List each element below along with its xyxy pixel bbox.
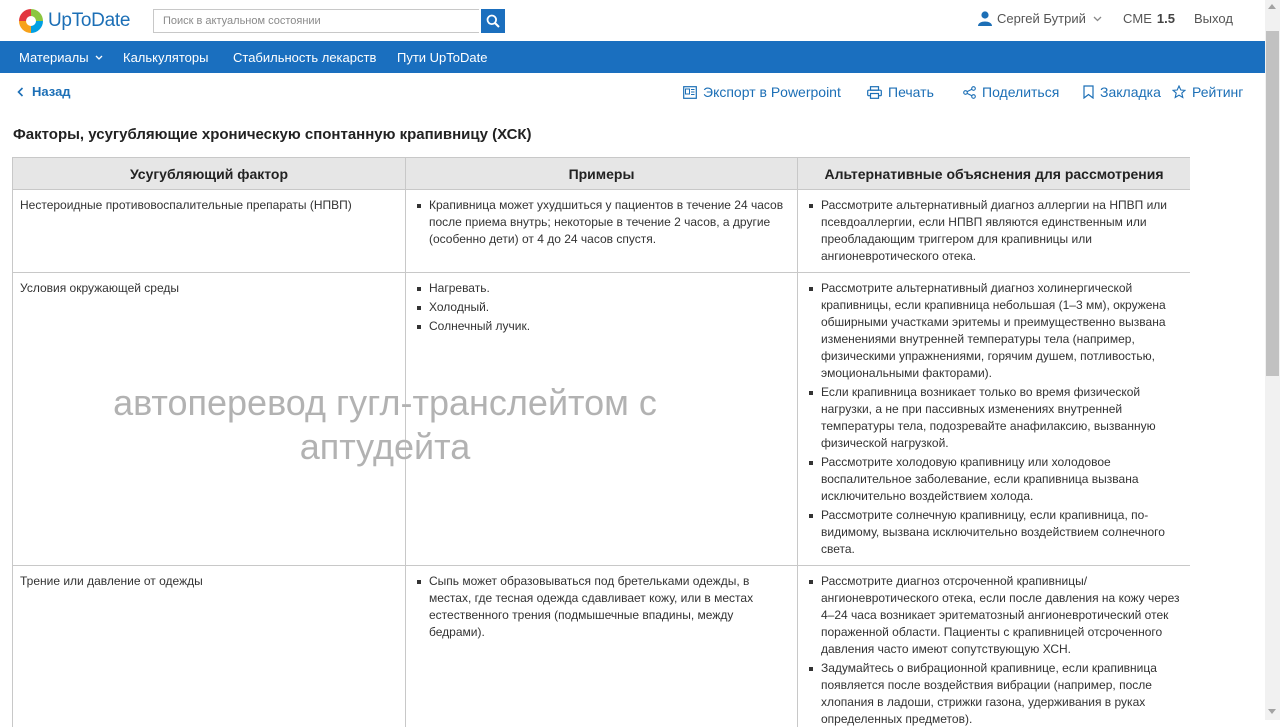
printer-icon — [867, 86, 882, 99]
chevron-down-icon — [95, 55, 103, 60]
table-row — [13, 190, 1191, 273]
cut-off-text-fragment — [14, 101, 354, 109]
share-icon — [963, 86, 976, 99]
share-label: Поделиться — [982, 84, 1059, 100]
list-item: Рассмотрите диагноз отсроченной крапивницы/ангионевротического отека, если после давления на кожу через 4–24 часа возникает эритематозный ангионевротический отек пораженной области. Пациенты с крапивницей отсроченного давления часто имеют сопутствующую ХСН. — [821, 573, 1183, 658]
print-label: Печать — [888, 84, 934, 100]
rating-label: Рейтинг — [1192, 84, 1243, 100]
column-header: Примеры — [406, 158, 798, 190]
star-icon — [1172, 85, 1186, 99]
bookmark-label: Закладка — [1100, 84, 1161, 100]
list-item: Холодный. — [429, 299, 790, 316]
alternatives-cell — [798, 190, 1191, 273]
back-label: Назад — [32, 84, 71, 99]
table-header-row — [13, 158, 1191, 190]
nav-item-materials[interactable] — [19, 50, 103, 65]
factor-cell: Трение или давление от одежды — [13, 566, 406, 727]
export-powerpoint-button[interactable] — [683, 84, 841, 100]
search-box — [153, 9, 505, 33]
list-item: Рассмотрите альтернативный диагноз холинергической крапивницы, если крапивница небольшая (1–3 мм), окружена обширными участками эритемы и преимущественно вызвана изменениями внутренней температуры тела (например, физическими упражнениями, горячим душем, потливостью, эмоциональными факторами). — [821, 280, 1183, 382]
list-item: Крапивница может ухудшиться у пациентов в течение 24 часов после приема внутрь; некоторые в течение 2 часов, а другие (особенно дети) от 4 до 24 часов спустя. — [429, 197, 790, 248]
nav-item-label: Материалы — [19, 50, 89, 65]
bookmark-button[interactable] — [1083, 84, 1161, 100]
nav-item-label: Пути UpToDate — [397, 50, 487, 65]
factors-table-container — [12, 157, 1190, 727]
column-header: Альтернативные объяснения для рассмотрения — [798, 158, 1191, 190]
list-item: Рассмотрите альтернативный диагноз аллергии на НПВП или псевдоаллергии, если НПВП являются единственным или преобладающим триггером для крапивницы или ангионевротического отека. — [821, 197, 1183, 265]
factor-cell: Нестероидные противовоспалительные препараты (НПВП) — [13, 190, 406, 273]
uptodate-logo[interactable] — [19, 8, 130, 34]
nav-item-drug-stability[interactable] — [233, 50, 376, 65]
share-button[interactable] — [963, 84, 1059, 100]
main-nav — [0, 41, 1265, 73]
search-input[interactable] — [153, 9, 479, 33]
examples-cell — [406, 190, 798, 273]
chevron-down-icon — [1093, 16, 1102, 22]
powerpoint-icon — [683, 86, 697, 99]
list-item: Солнечный лучик. — [429, 318, 790, 335]
nav-item-label: Калькуляторы — [123, 50, 208, 65]
alternatives-cell — [798, 566, 1191, 727]
logo-text: UpToDate — [48, 10, 130, 32]
list-item: Нагревать. — [429, 280, 790, 297]
top-header — [0, 0, 1265, 41]
scrollbar-thumb[interactable] — [1266, 31, 1279, 376]
list-item: Если крапивница возникает только во время физической нагрузки, а не при пассивных изменениях внутренней температуры тела, подозревайте анафилаксию, вызванную физической нагрузкой. — [821, 384, 1183, 452]
table-row — [13, 273, 1191, 566]
search-icon — [486, 14, 500, 28]
alternatives-cell — [798, 273, 1191, 566]
cme-label: CME — [1123, 11, 1152, 26]
chevron-left-icon — [17, 87, 24, 97]
factors-table — [12, 157, 1190, 727]
page-title: Факторы, усугубляющие хроническую спонтанную крапивницу (ХСК) — [13, 126, 532, 143]
user-menu[interactable] — [978, 11, 1102, 26]
table-row — [13, 566, 1191, 727]
cme-counter[interactable] — [1123, 11, 1175, 26]
cme-value: 1.5 — [1157, 11, 1175, 26]
export-label: Экспорт в Powerpoint — [703, 84, 841, 100]
column-header: Усугубляющий фактор — [13, 158, 406, 190]
nav-item-pathways[interactable] — [397, 50, 487, 65]
list-item: Рассмотрите солнечную крапивницу, если крапивница, по-видимому, вызвана исключительно воздействием солнечного света. — [821, 507, 1183, 558]
logo-icon — [19, 9, 43, 33]
print-button[interactable] — [867, 84, 934, 100]
list-item: Рассмотрите холодовую крапивницу или холодовое воспалительное заболевание, если крапивница вызвана исключительно воздействием холода. — [821, 454, 1183, 505]
watermark-text: автоперевод гугл-транслейтом с аптудейта — [40, 381, 730, 469]
back-button[interactable] — [17, 84, 71, 99]
bookmark-icon — [1083, 85, 1094, 99]
scroll-up-arrow-icon[interactable] — [1268, 4, 1276, 9]
user-name: Сергей Бутрий — [997, 11, 1086, 26]
examples-cell — [406, 273, 798, 566]
examples-cell — [406, 566, 798, 727]
logout-link[interactable]: Выход — [1194, 11, 1233, 26]
list-item: Задумайтесь о вибрационной крапивнице, если крапивница появляется после воздействия вибрации (например, после хлопания в ладоши, стрижки газона, удерживания в руках определенных предметов). — [821, 660, 1183, 727]
nav-item-calculators[interactable] — [123, 50, 208, 65]
list-item: Сыпь может образовываться под бретельками одежды, в местах, где тесная одежда сдавливает кожу, или в местах естественного трения (подмышечные впадины, между бедрами). — [429, 573, 790, 641]
factor-cell: Условия окружающей среды — [13, 273, 406, 566]
nav-item-label: Стабильность лекарств — [233, 50, 376, 65]
user-icon — [978, 11, 992, 26]
search-button[interactable] — [481, 9, 505, 33]
rating-button[interactable] — [1172, 84, 1243, 100]
scroll-down-arrow-icon[interactable] — [1268, 709, 1276, 714]
